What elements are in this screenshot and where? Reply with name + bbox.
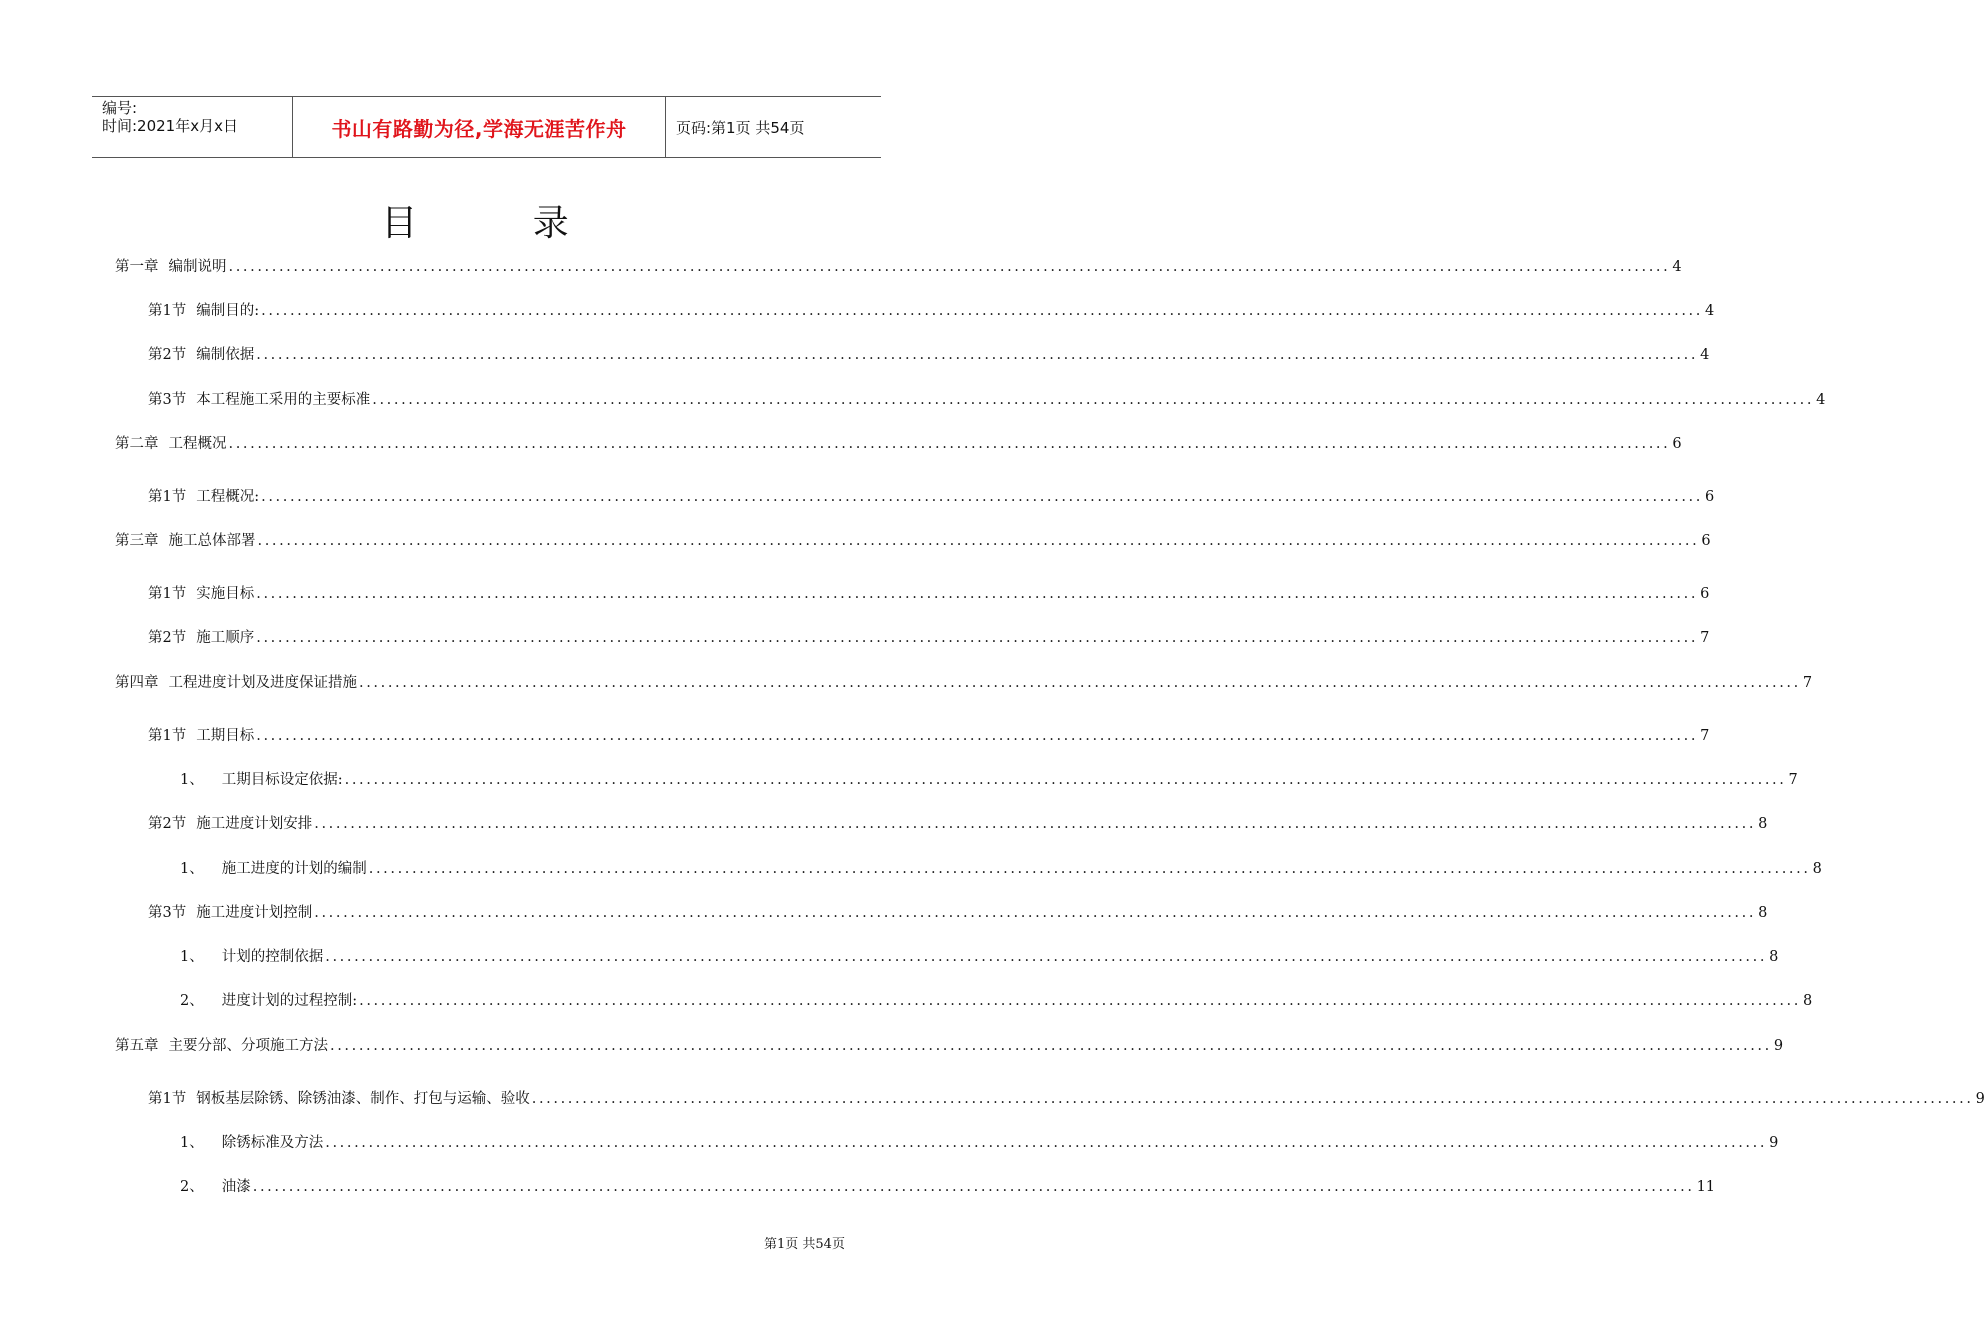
toc-leader-dots: ........................................................................................................................................................................................................ — [325, 949, 1768, 965]
toc-entry-page: 11 — [1696, 1179, 1716, 1195]
toc-entry-text: 主要分部、分项施工方法 — [168, 1038, 328, 1054]
toc-leader-dots: ........................................................................................................................................................................................................ — [228, 436, 1671, 452]
toc-entry[interactable] — [148, 582, 1710, 603]
toc-entry-text: 工期目标 — [196, 728, 255, 744]
toc-entry-label: 1、 — [180, 861, 204, 877]
toc-entry-text: 油漆 — [221, 1179, 251, 1195]
toc-entry[interactable] — [115, 255, 1682, 276]
toc-entry-text: 施工总体部署 — [168, 533, 256, 549]
toc-entry-page: 6 — [1701, 533, 1711, 549]
toc-entry-page: 8 — [1812, 861, 1822, 877]
toc-entry[interactable] — [148, 626, 1710, 647]
toc-entry-page: 8 — [1802, 993, 1813, 1009]
toc-entry-label: 1、 — [180, 1135, 204, 1151]
toc-entry-page: 7 — [1700, 630, 1710, 646]
toc-entry[interactable] — [148, 724, 1710, 745]
toc-entry-page: 9 — [1773, 1038, 1784, 1054]
toc-entry-page: 4 — [1816, 392, 1826, 408]
toc-entry-label: 1、 — [180, 949, 204, 965]
toc-leader-dots: ........................................................................................................................................................................................................ — [256, 630, 1699, 646]
toc-entry-text: 本工程施工采用的主要标准 — [196, 392, 371, 408]
header-meta — [92, 97, 293, 157]
toc-entry-page: 7 — [1802, 675, 1813, 691]
toc-entry-text: 施工进度的计划的编制 — [221, 861, 367, 877]
toc-entry-label: 第2节 — [148, 816, 187, 832]
toc-entry-label: 第2节 — [148, 347, 187, 363]
toc-leader-dots: ........................................................................................................................................................................................................ — [314, 905, 1757, 921]
toc-entry-label: 第1节 — [148, 489, 187, 505]
toc-entry[interactable] — [148, 343, 1710, 364]
toc-entry-text: 计划的控制依据 — [221, 949, 324, 965]
toc-entry-text: 编制目的: — [196, 303, 260, 319]
toc-leader-dots: ........................................................................................................................................................................................................ — [359, 993, 1801, 1009]
toc-leader-dots: ........................................................................................................................................................................................................ — [256, 728, 1699, 744]
toc-entry-page: 6 — [1704, 489, 1715, 505]
toc-entry-text: 工程概况 — [168, 436, 227, 452]
toc-leader-dots: ........................................................................................................................................................................................................ — [261, 489, 1703, 505]
toc-entry[interactable] — [115, 432, 1682, 453]
toc-leader-dots: ........................................................................................................................................................................................................ — [344, 772, 1787, 788]
toc-leader-dots: ........................................................................................................................................................................................................ — [330, 1038, 1772, 1054]
toc-leader-dots: ........................................................................................................................................................................................................ — [314, 816, 1757, 832]
toc-leader-dots: ........................................................................................................................................................................................................ — [256, 347, 1699, 363]
toc-entry-page: 8 — [1758, 816, 1768, 832]
toc-leader-dots: ........................................................................................................................................................................................................ — [228, 259, 1671, 275]
toc-entry-label: 第一章 — [115, 259, 159, 275]
toc-entry-page: 4 — [1672, 259, 1682, 275]
toc-entry-label: 2、 — [180, 1179, 204, 1195]
time-label: 时间:2021年x月x日 — [102, 117, 238, 135]
toc-entry-text: 施工进度计划安排 — [196, 816, 313, 832]
toc-entry-page: 8 — [1758, 905, 1768, 921]
toc-leader-dots: ........................................................................................................................................................................................................ — [261, 303, 1703, 319]
toc-entry-page: 6 — [1672, 436, 1682, 452]
toc-entry-text: 工程概况: — [196, 489, 260, 505]
toc-entry[interactable] — [148, 812, 1768, 833]
toc-entry[interactable] — [148, 1087, 1985, 1108]
toc-entry-label: 第1节 — [148, 303, 187, 319]
toc-entry[interactable] — [180, 1131, 1779, 1152]
toc-entry-text: 工程进度计划及进度保证措施 — [168, 675, 357, 691]
toc-entry-label: 第五章 — [115, 1038, 159, 1054]
toc-entry-page: 9 — [1769, 1135, 1779, 1151]
page-footer: 第1页 共54页 — [764, 1237, 845, 1252]
toc-entry-text: 进度计划的过程控制: — [221, 993, 358, 1009]
toc-leader-dots: ........................................................................................................................................................................................................ — [257, 533, 1700, 549]
toc-entry-text: 除锈标准及方法 — [221, 1135, 324, 1151]
document-header — [92, 96, 881, 158]
toc-entry[interactable] — [115, 529, 1711, 550]
toc-entry-text: 实施目标 — [196, 586, 255, 602]
toc-entry-label: 第3节 — [148, 905, 187, 921]
toc-entry-label: 第1节 — [148, 586, 187, 602]
number-label: 编号: — [102, 99, 138, 117]
toc-entry-text: 施工进度计划控制 — [196, 905, 313, 921]
toc-entry-page: 4 — [1704, 303, 1715, 319]
toc-entry-label: 2、 — [180, 993, 204, 1009]
toc-entry[interactable] — [180, 857, 1822, 878]
toc-entry[interactable] — [180, 768, 1798, 789]
header-motto: 书山有路勤为径,学海无涯苦作舟 — [293, 97, 666, 157]
toc-entry-page: 7 — [1788, 772, 1798, 788]
toc-entry-page: 8 — [1769, 949, 1779, 965]
toc-entry[interactable] — [180, 989, 1813, 1010]
toc-entry-page: 9 — [1975, 1091, 1985, 1107]
toc-entry-label: 1、 — [180, 772, 204, 788]
toc-title: 目 录 — [381, 203, 621, 244]
toc-entry-text: 编制说明 — [168, 259, 227, 275]
toc-leader-dots: ........................................................................................................................................................................................................ — [359, 675, 1801, 691]
toc-entry-label: 第1节 — [148, 728, 187, 744]
toc-entry-page: 7 — [1700, 728, 1710, 744]
toc-entry-label: 第三章 — [115, 533, 159, 549]
toc-entry[interactable] — [180, 1175, 1716, 1196]
toc-entry-page: 6 — [1700, 586, 1710, 602]
toc-entry-label: 第1节 — [148, 1091, 187, 1107]
toc-leader-dots: ........................................................................................................................................................................................................ — [372, 392, 1815, 408]
toc-entry[interactable] — [148, 299, 1715, 320]
toc-entry-text: 施工顺序 — [196, 630, 255, 646]
toc-leader-dots: ........................................................................................................................................................................................................ — [325, 1135, 1768, 1151]
toc-entry-label: 第3节 — [148, 392, 187, 408]
toc-leader-dots: ........................................................................................................................................................................................................ — [256, 586, 1699, 602]
toc-entry[interactable] — [115, 671, 1813, 692]
header-page-code: 页码:第1页 共54页 — [676, 118, 805, 137]
toc-entry-label: 第四章 — [115, 675, 159, 691]
toc-entry-label: 第二章 — [115, 436, 159, 452]
toc-entry[interactable] — [148, 388, 1826, 409]
toc-entry-label: 第2节 — [148, 630, 187, 646]
toc-entry-text: 钢板基层除锈、除锈油漆、制作、打包与运输、验收 — [196, 1091, 530, 1107]
toc-leader-dots: ........................................................................................................................................................................................................ — [368, 861, 1811, 877]
toc-entry-page: 4 — [1700, 347, 1710, 363]
toc-entry[interactable] — [148, 901, 1768, 922]
toc-leader-dots: ........................................................................................................................................................................................................ — [531, 1091, 1974, 1107]
toc-entry[interactable] — [180, 945, 1779, 966]
toc-entry-text: 工期目标设定依据: — [221, 772, 343, 788]
toc-leader-dots: ........................................................................................................................................................................................................ — [252, 1179, 1695, 1195]
toc-entry[interactable] — [148, 485, 1715, 506]
toc-entry[interactable] — [115, 1034, 1784, 1055]
toc-entry-text: 编制依据 — [196, 347, 255, 363]
